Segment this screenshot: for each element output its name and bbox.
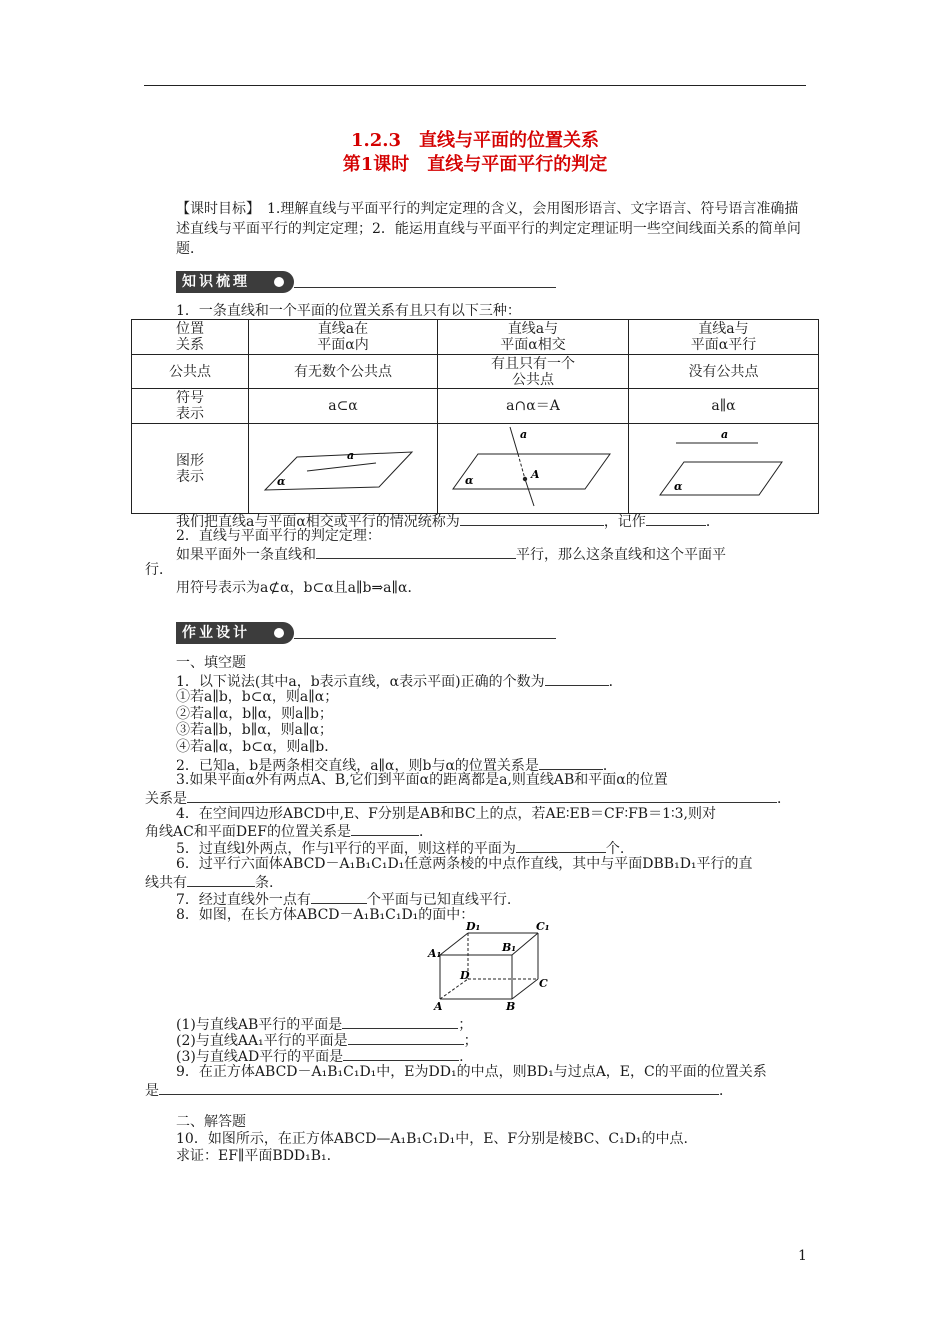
page-number: 1 xyxy=(798,1248,807,1264)
answer-blank[interactable] xyxy=(316,545,516,559)
vertex-label: D₁ xyxy=(466,921,481,933)
question-1-statement: ②若a∥α，b∥α，则a∥b； xyxy=(176,706,333,722)
knowledge-summary: 我们把直线a与平面α相交或平行的情况统称为 ，记作 ． xyxy=(176,514,720,530)
question-4: 4．在空间四边形ABCD中,E、F分别是AB和BC上的点，若AE∶EB＝CF∶FB＝1∶3,则对 xyxy=(176,806,717,822)
answer-blank[interactable] xyxy=(539,756,603,770)
answer-blank[interactable] xyxy=(342,1015,458,1029)
question-9-continuation: 是 ． xyxy=(145,1083,733,1099)
vertex-label: A₁ xyxy=(428,947,442,960)
proof-section-heading: 二、解答题 xyxy=(176,1114,246,1130)
lesson-title: 第1课时 直线与平面平行的判定 xyxy=(342,154,608,175)
vertex-label: C₁ xyxy=(536,921,550,933)
cuboid-figure xyxy=(426,921,556,1013)
vertex-label: C xyxy=(539,977,548,990)
answer-blank[interactable] xyxy=(343,1047,459,1061)
section-title: 1.2.3 直线与平面的位置关系 xyxy=(350,130,600,151)
answer-blank[interactable] xyxy=(187,873,255,887)
answer-blank[interactable] xyxy=(187,789,777,803)
table-cell: a∩α＝A xyxy=(438,389,629,424)
question-1-statement: ④若a∥α，b⊂α，则a∥b． xyxy=(176,739,339,755)
theorem-symbolic: 用符号表示为a⊄α，b⊂α且a∥b⇒a∥α． xyxy=(176,580,422,596)
table-cell: 图形 表示 xyxy=(132,424,249,514)
table-cell: a∥α xyxy=(629,389,819,424)
question-8: 8．如图，在长方体ABCD－A₁B₁C₁D₁的面中： xyxy=(176,907,475,923)
line-a-label: a xyxy=(347,449,355,462)
line-a-label: a xyxy=(721,428,729,441)
answer-blank[interactable] xyxy=(460,512,604,526)
vertex-label: B xyxy=(506,1000,516,1013)
plane-alpha-label: α xyxy=(277,475,286,488)
line-a-label: a xyxy=(520,428,528,441)
question-10-prove: 求证：EF∥平面BDD₁B₁. xyxy=(176,1148,332,1164)
question-6: 6．过平行六面体ABCD－A₁B₁C₁D₁任意两条棱的中点作直线，其中与平面DBB₁D₁平行的直 xyxy=(176,856,753,872)
question-5: 5．过直线l外两点，作与l平行的平面，则这样的平面为 个. xyxy=(176,841,625,857)
question-1-statement: ③若a∥b，b∥α，则a∥α； xyxy=(176,722,333,738)
figure-line-intersect-plane xyxy=(438,424,629,514)
answer-blank[interactable] xyxy=(311,890,367,904)
point-A-label: A xyxy=(531,468,540,481)
answer-blank[interactable] xyxy=(545,672,609,686)
theorem-continuation: 行． xyxy=(145,562,173,578)
table-header-cell: 直线a在 平面α内 xyxy=(249,320,438,355)
vertex-label: D xyxy=(460,969,470,982)
lesson-goals: 【课时目标】 1.理解直线与平面平行的判定定理的含义，会用图形语言、文字语言、符号语言准确描述直线与平面平行的判定定理；2．能运用直线与平面平行的判定定理证明一些空间线面关系的简单问题． xyxy=(176,201,801,257)
question-10: 10．如图所示，在正方体ABCD—A₁B₁C₁D₁中，E、F分别是棱BC、C₁D₁的中点. xyxy=(176,1131,688,1147)
question-3: 3.如果平面α外有两点A、B,它们到平面α的距离都是a,则直线AB和平面α的位置 xyxy=(176,772,668,788)
table-cell: 符号 表示 xyxy=(132,389,249,424)
question-3-continuation: 关系是 ． xyxy=(145,791,791,807)
answer-blank[interactable] xyxy=(516,839,606,853)
position-relation-table xyxy=(131,319,819,514)
table-header-cell: 位置 关系 xyxy=(132,320,249,355)
fill-in-section-heading: 一、填空题 xyxy=(176,655,246,671)
answer-blank[interactable] xyxy=(348,1031,464,1045)
answer-blank[interactable] xyxy=(159,1081,719,1095)
question-8-part-2: (2)与直线AA₁平行的平面是 ； xyxy=(176,1033,478,1049)
question-2: 2．已知a，b是两条相交直线，a∥α，则b与α的位置关系是 ． xyxy=(176,758,617,774)
question-4-continuation: 角线AC和平面DEF的位置关系是 ． xyxy=(145,824,433,840)
figure-line-in-plane xyxy=(249,424,438,514)
plane-alpha-label: α xyxy=(465,474,474,487)
question-8-part-1: (1)与直线AB平行的平面是 ； xyxy=(176,1017,473,1033)
answer-blank[interactable] xyxy=(646,512,706,526)
table-header-cell: 直线a与 平面α平行 xyxy=(629,320,819,355)
plane-alpha-label: α xyxy=(674,480,683,493)
table-cell: 公共点 xyxy=(132,355,249,389)
table-cell: 有且只有一个 公共点 xyxy=(438,355,629,389)
table-cell: a⊂α xyxy=(249,389,438,424)
figure-line-parallel-plane xyxy=(629,424,819,514)
answer-blank[interactable] xyxy=(351,822,419,836)
question-9: 9．在正方体ABCD－A₁B₁C₁D₁中，E为DD₁的中点，则BD₁与过点A，E，C的平面的位置关系 xyxy=(176,1064,767,1080)
knowledge-item-2: 2．直线与平面平行的判定定理： xyxy=(176,528,381,544)
question-6-continuation: 线共有 条. xyxy=(145,875,274,891)
vertex-label: A xyxy=(434,1000,443,1013)
table-cell: 有无数个公共点 xyxy=(249,355,438,389)
table-header-cell: 直线a与 平面α相交 xyxy=(438,320,629,355)
theorem-statement: 如果平面外一条直线和 平行，那么这条直线和这个平面平 xyxy=(176,547,726,563)
question-8-part-3: (3)与直线AD平行的平面是 . xyxy=(176,1049,464,1065)
question-1-statement: ①若a∥b，b⊂α，则a∥α； xyxy=(176,689,339,705)
knowledge-item-1: 1．一条直线和一个平面的位置关系有且只有以下三种： xyxy=(176,303,521,319)
vertex-label: B₁ xyxy=(502,941,517,954)
question-7: 7．经过直线外一点有 个平面与已知直线平行. xyxy=(176,892,512,908)
header-rule xyxy=(144,85,806,86)
table-cell: 没有公共点 xyxy=(629,355,819,389)
question-1: 1．以下说法(其中a，b表示直线，α表示平面)正确的个数为 ． xyxy=(176,674,623,690)
